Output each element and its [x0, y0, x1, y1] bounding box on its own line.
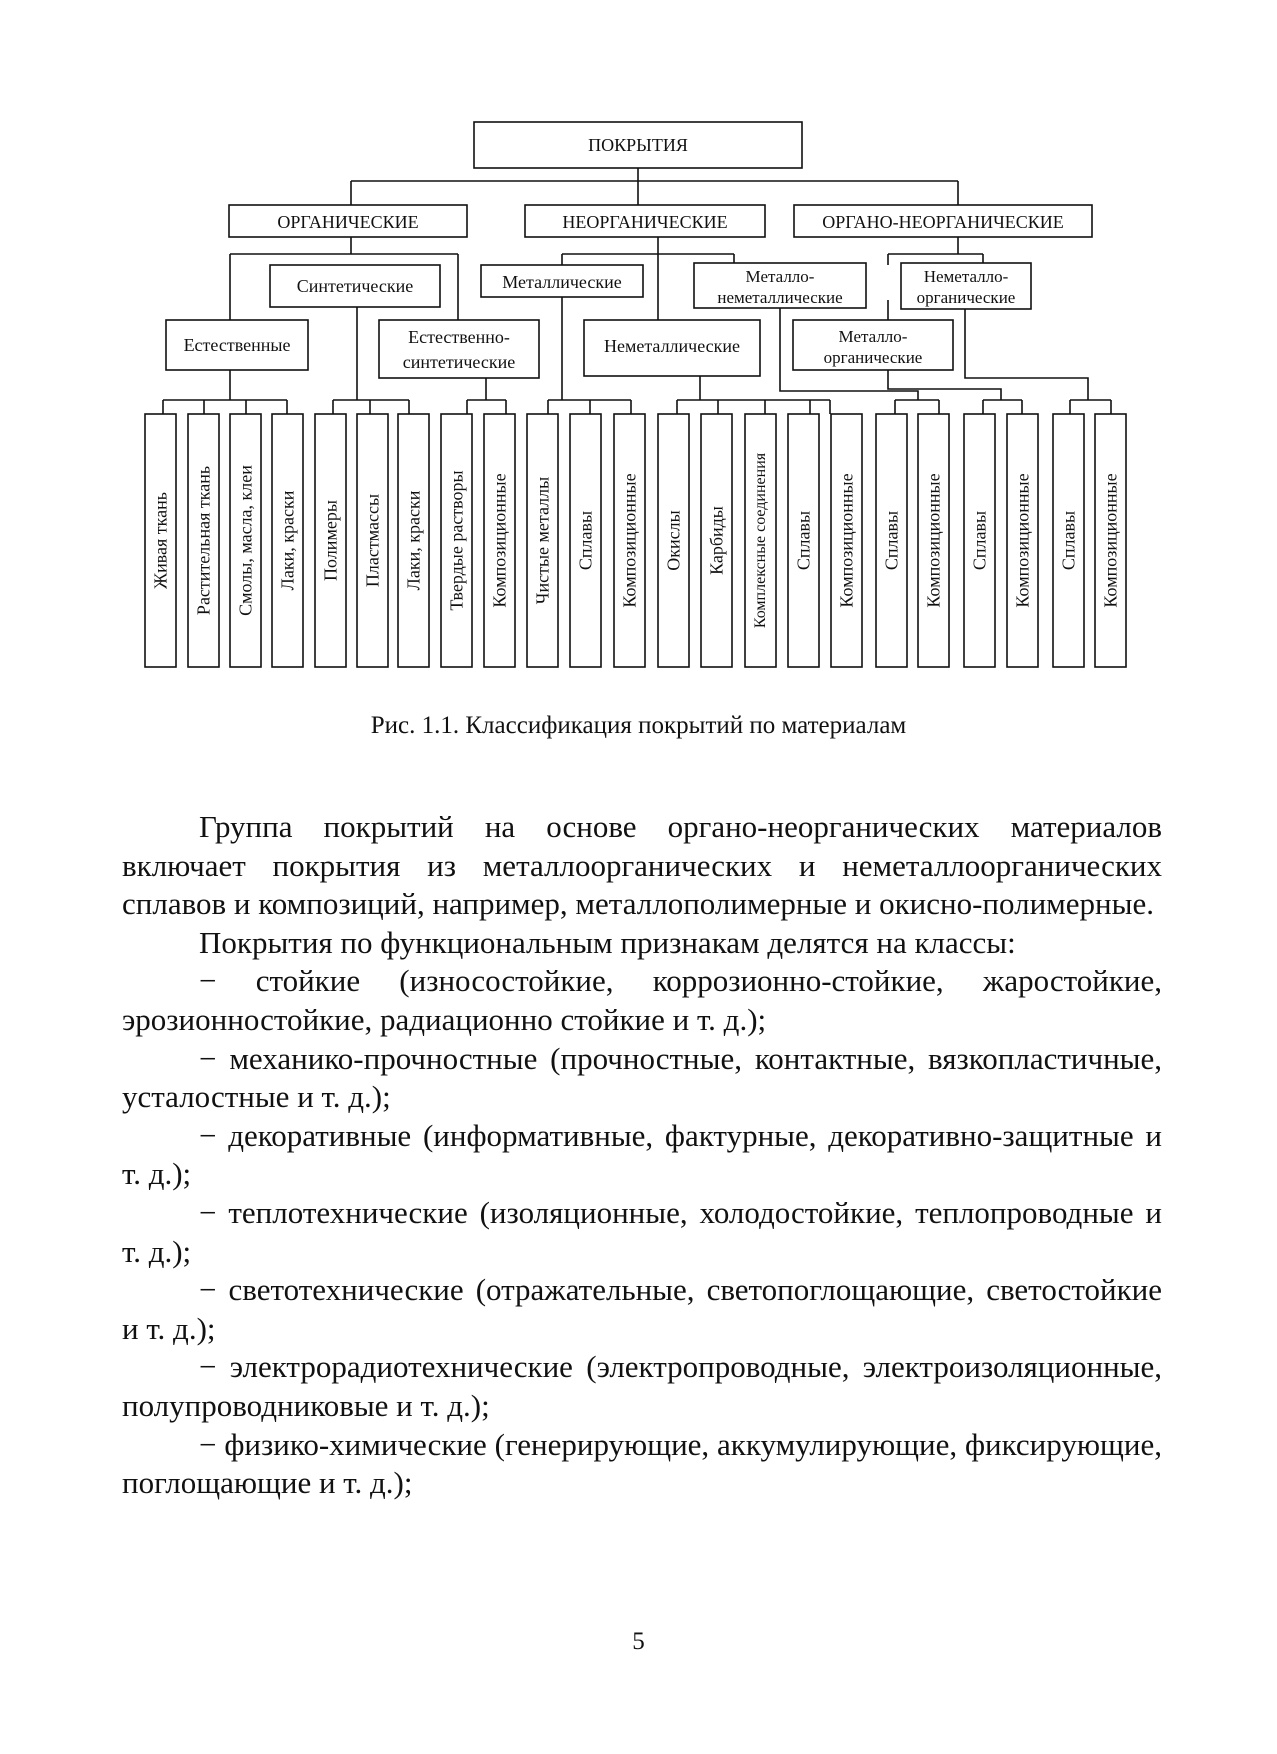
node-nonmetal-organic — [901, 263, 1031, 309]
leaf-node — [788, 414, 819, 667]
leaf-node — [527, 414, 558, 667]
leaf-node — [315, 414, 346, 667]
paragraph: Покрытия по функциональным признакам делятся на классы: — [199, 924, 1016, 960]
leaf-node — [831, 414, 862, 667]
leaf-node — [230, 414, 261, 667]
leaf-node — [745, 414, 776, 667]
leaf-label: Композиционные — [1100, 473, 1121, 608]
leaf-node — [1007, 414, 1038, 667]
leaf-node — [1095, 414, 1126, 667]
node-natural — [166, 320, 308, 370]
node-inorganic — [525, 205, 765, 237]
leaf-node — [357, 414, 388, 667]
node-metal-nonmetallic — [694, 263, 866, 308]
node-nonmetallic-label: Неметаллические — [603, 336, 741, 356]
node-metallic — [481, 265, 643, 297]
node-natural-synthetic-label-1: Естественно- — [408, 327, 510, 347]
leaf-node — [398, 414, 429, 667]
leaf-node — [272, 414, 303, 667]
leaf-boxes — [145, 414, 1126, 667]
node-metal-organic-label-1: Металло- — [838, 327, 908, 346]
leaf-label: Пластмассы — [362, 493, 383, 588]
node-nonmetallic — [584, 320, 760, 376]
node-metal-organic-label-2: органические — [823, 348, 923, 367]
leaf-label: Композиционные — [836, 473, 857, 608]
page-number: 5 — [632, 1628, 645, 1655]
node-metal-nonmetallic-label-2: неметаллические — [717, 288, 843, 307]
node-synthetic — [270, 265, 440, 307]
list-item: − декоративные (информативные, фактурные, декоративно-защитные и т. д.); — [122, 1117, 1162, 1192]
leaf-node — [701, 414, 732, 667]
leaf-label: Композиционные — [923, 473, 944, 608]
leaf-label: Сплавы — [1058, 510, 1079, 571]
node-natural-synthetic — [379, 320, 539, 378]
node-root — [474, 122, 802, 168]
node-nonmetal-organic-label-1: Неметалло- — [923, 267, 1009, 286]
leaf-label: Композиционные — [1012, 473, 1033, 608]
paragraph: Группа покрытий на основе органо-неорганических материалов включает покрытия из металлоорганических и неметаллоорганических сплавов и композиций, например, металлополимерные и окисно-полимерные. — [122, 809, 1162, 922]
node-natural-label: Естественные — [183, 335, 291, 355]
leaf-node — [1053, 414, 1084, 667]
leaf-node — [188, 414, 219, 667]
leaf-label: Растительная ткань — [193, 465, 214, 616]
leaf-label: Живая ткань — [150, 492, 171, 589]
node-organic-label: ОРГАНИЧЕСКИЕ — [277, 212, 419, 232]
leaf-node — [658, 414, 689, 667]
leaf-node — [964, 414, 995, 667]
leaf-label: Твердые растворы — [446, 470, 467, 611]
leaf-label: Сплавы — [969, 510, 990, 571]
leaf-node — [441, 414, 472, 667]
leaf-node — [570, 414, 601, 667]
leaf-label: Сплавы — [793, 510, 814, 571]
node-metallic-label: Металлические — [502, 272, 622, 292]
leaf-label: Чистые металлы — [532, 476, 553, 605]
leaf-label: Лаки, краски — [403, 490, 424, 591]
node-metal-nonmetallic-label-1: Металло- — [745, 267, 815, 286]
leaf-node — [145, 414, 176, 667]
leaf-label: Окислы — [663, 510, 684, 571]
leaf-label: Сплавы — [575, 510, 596, 571]
node-organo-inorganic-label: ОРГАНО-НЕОРГАНИЧЕСКИЕ — [822, 212, 1064, 232]
leaf-label: Композиционные — [489, 473, 510, 608]
node-inorganic-label: НЕОРГАНИЧЕСКИЕ — [562, 212, 728, 232]
leaf-label: Композиционные — [619, 473, 640, 608]
node-natural-synthetic-label-2: синтетические — [402, 352, 516, 372]
figure-caption: Рис. 1.1. Классификация покрытий по материалам — [370, 712, 907, 739]
leaf-label: Комплексные соединения — [752, 452, 769, 629]
leaf-node — [614, 414, 645, 667]
leaf-node — [876, 414, 907, 667]
classification-diagram — [0, 0, 1277, 700]
node-synthetic-label: Синтетические — [296, 276, 414, 296]
leaf-label: Смолы, масла, клеи — [235, 465, 256, 616]
node-organic — [229, 205, 467, 237]
leaf-node — [484, 414, 515, 667]
leaf-label: Сплавы — [881, 510, 902, 571]
list-item: − физико-химические (генерирующие, аккумулирующие, фиксирующие, поглощающие и т. д.); — [122, 1426, 1162, 1501]
node-metal-organic — [793, 320, 953, 370]
node-nonmetal-organic-label-2: органические — [916, 288, 1016, 307]
leaf-label: Лаки, краски — [277, 490, 298, 591]
list-item: − стойкие (износостойкие, коррозионно-стойкие, жаростойкие, эрозионностойкие, радиационно стойкие и т. д.); — [122, 963, 1162, 1037]
list-item: − электрорадиотехнические (электропроводные, электроизоляционные, полупроводниковые и т. д.); — [122, 1349, 1162, 1423]
body-text — [122, 808, 1162, 1503]
leaf-label: Полимеры — [320, 500, 341, 581]
node-root-label: ПОКРЫТИЯ — [588, 135, 688, 155]
list-item: − механико-прочностные (прочностные, контактные, вязкопластичные, усталостные и т. д.); — [122, 1040, 1162, 1115]
leaf-label: Карбиды — [706, 506, 727, 575]
node-organo-inorganic — [794, 205, 1092, 237]
list-item: − светотехнические (отражательные, светопоглощающие, светостойкие и т. д.); — [122, 1272, 1162, 1346]
list-item: − теплотехнические (изоляционные, холодостойкие, теплопроводные и т. д.); — [122, 1194, 1162, 1269]
leaf-node — [918, 414, 949, 667]
